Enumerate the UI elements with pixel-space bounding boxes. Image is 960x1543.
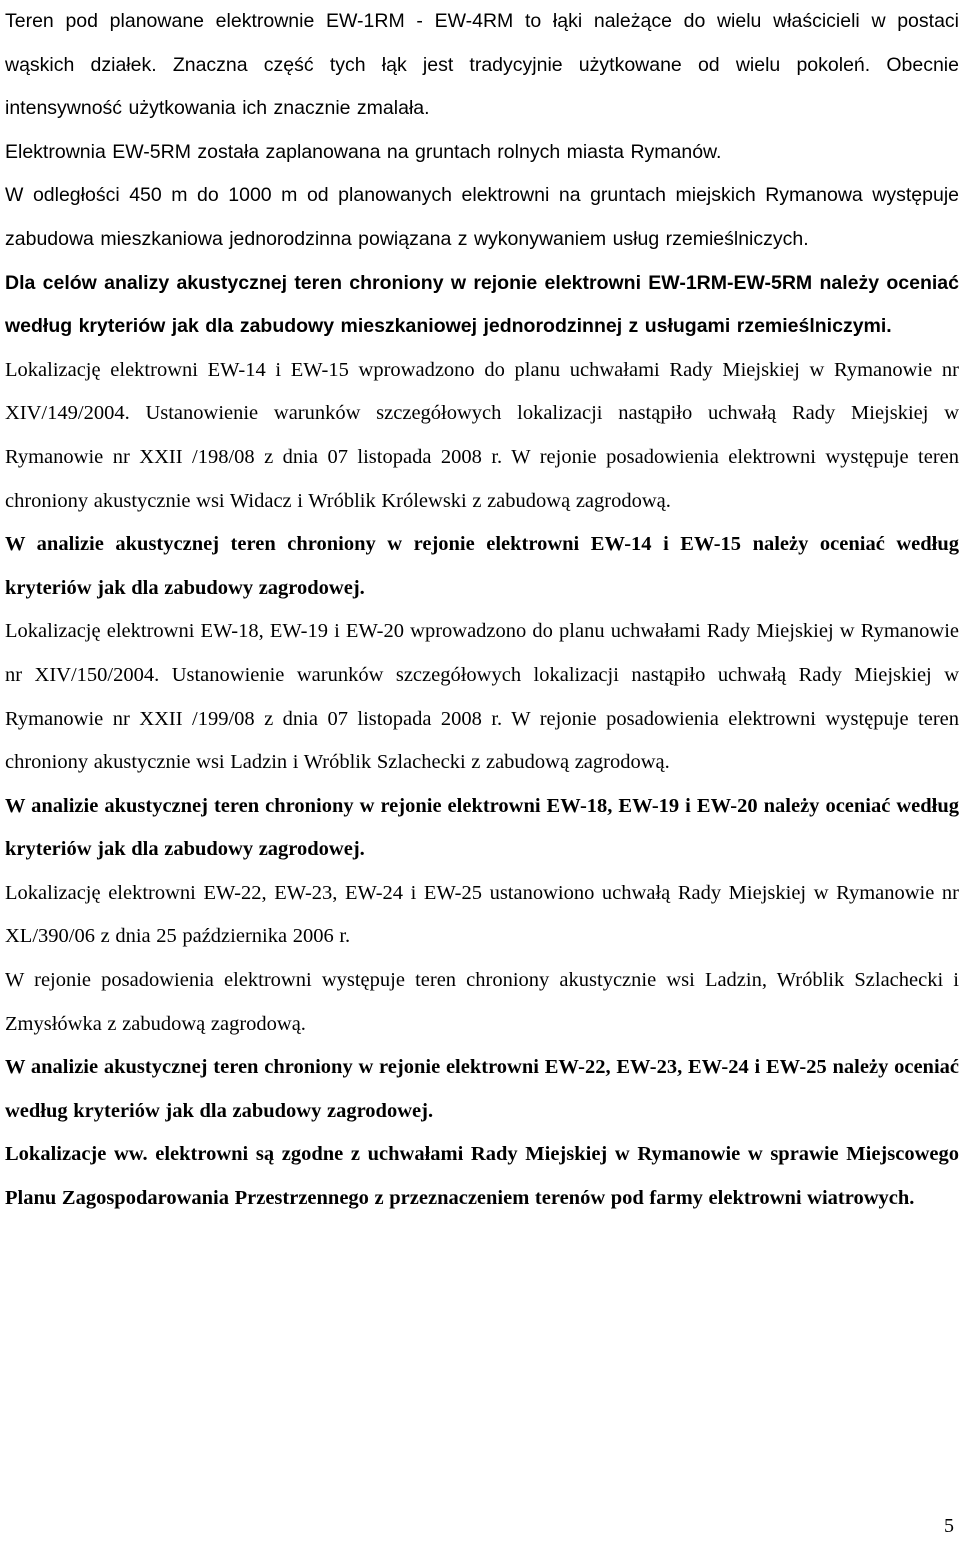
paragraph-acoustic-criteria-ew14-15: W analizie akustycznej teren chroniony w rejonie elektrowni EW-14 i EW-15 należy oceniać według kryteriów jak dla zabudowy zagrodowej. <box>5 533 959 599</box>
paragraph-ew22-25-location: Lokalizację elektrowni EW-22, EW-23, EW-24 i EW-25 ustanowiono uchwałą Rady Miejskiej w Rymanowie nr XL/390/06 z dnia 25 października 2006 r. <box>5 881 959 948</box>
paragraph-ew22-25-protected-area: W rejonie posadowienia elektrowni występuje teren chroniony akustycznie wsi Ladzin, Wróblik Szlachecki i Zmysłówka z zabudową zagrodową. <box>5 969 959 1035</box>
paragraph-ew18-20-location: Lokalizację elektrowni EW-18, EW-19 i EW-20 wprowadzono do planu uchwałami Rady Miejskiej w Rymanowie nr XIV/150/2004. Ustanowienie warunków szczegółowych lokalizacji nastąpiło uchwałą Rady Miejskiej w Rymanowie nr XXII /199/08 z dnia 07 listopada 2008 r. W rejonie posadowienia elektrowni występuje teren chroniony akustycznie wsi Ladzin i Wróblik Szlachecki z zabudową zagrodową. <box>5 620 959 774</box>
paragraph-ew5rm-location: Elektrownia EW-5RM została zaplanowana na gruntach rolnych miasta Rymanów. <box>5 140 722 163</box>
paragraph-acoustic-criteria-ew22-25: W analizie akustycznej teren chroniony w rejonie elektrowni EW-22, EW-23, EW-24 i EW-25 należy oceniać według kryteriów jak dla zabudowy zagrodowej. <box>5 1056 959 1122</box>
paragraph-compliance-statement: Lokalizacje ww. elektrowni są zgodne z uchwałami Rady Miejskiej w Rymanowie w sprawie Miejscowego Planu Zagospodarowania Przestrzennego z przeznaczeniem terenów pod farmy elektrowni wiatrowych. <box>5 1143 959 1210</box>
page-number: 5 <box>944 1515 954 1537</box>
paragraph-acoustic-criteria-ew1-5: Dla celów analizy akustycznej teren chroniony w rejonie elektrowni EW-1RM-EW-5RM należy oceniać według kryteriów jak dla zabudowy mieszkaniowej jednorodzinnej z usługami rzemieślniczymi. <box>5 271 959 338</box>
paragraph-distance-housing: W odległości 450 m do 1000 m od planowanych elektrowni na gruntach miejskich Rymanowa występuje zabudowa mieszkaniowa jednorodzinna powiązana z wykonywaniem usług rzemieślniczych. <box>5 184 959 250</box>
document-body <box>5 0 959 1221</box>
paragraph-acoustic-criteria-ew18-20: W analizie akustycznej teren chroniony w rejonie elektrowni EW-18, EW-19 i EW-20 należy oceniać według kryteriów jak dla zabudowy zagrodowej. <box>5 794 959 861</box>
paragraph-ew14-15-location: Lokalizację elektrowni EW-14 i EW-15 wprowadzono do planu uchwałami Rady Miejskiej w Rymanowie nr XIV/149/2004. Ustanowienie warunków szczegółowych lokalizacji nastąpiło uchwałą Rady Miejskiej w Rymanowie nr XXII /198/08 z dnia 07 listopada 2008 r. W rejonie posadowienia elektrowni występuje teren chroniony akustycznie wsi Widacz i Wróblik Królewski z zabudową zagrodową. <box>5 358 959 512</box>
paragraph-land-description: Teren pod planowane elektrownie EW-1RM - EW-4RM to łąki należące do wielu właścicieli w postaci wąskich działek. Znaczna część tych łąk jest tradycyjnie użytkowane od wielu pokoleń. Obecnie intensywność użytkowania ich znacznie zmalała. <box>5 10 959 120</box>
